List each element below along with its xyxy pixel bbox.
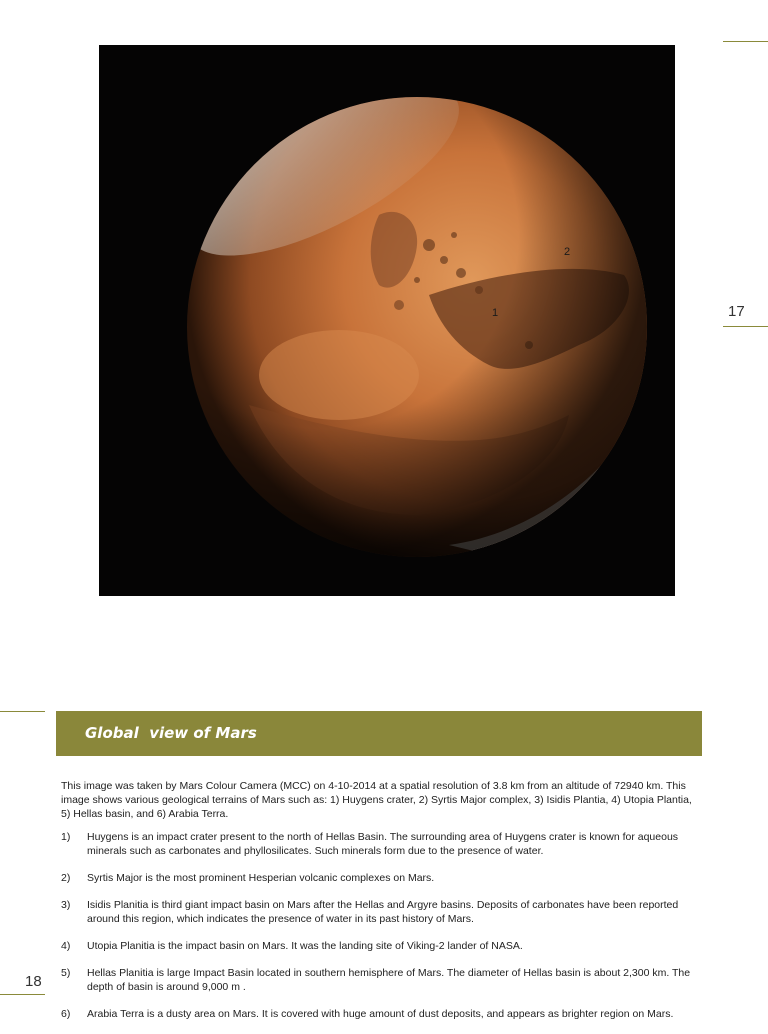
- figure-marker-2: 2: [564, 246, 571, 258]
- list-item: [61, 871, 693, 885]
- intro-paragraph: This image was taken by Mars Colour Camera (MCC) on 4-10-2014 at a spatial resolution of 3.8 km from an altitude of 72940 km. This image shows various geological terrains of Mars such as: 1) Huygens crater, 2) Syrtis Major complex, 3) Isidis Plantia, 4) Utopia Plantia, 5) Hellas basin, and 6) Arabia Terra.: [61, 780, 692, 820]
- list-item-number: 2): [61, 872, 71, 884]
- page-rule-left: [0, 994, 45, 995]
- page-rule-right: [723, 326, 768, 327]
- list-item: [61, 1007, 693, 1021]
- list-item-number: 1): [61, 831, 71, 843]
- section-title: Global view of Mars: [85, 724, 257, 742]
- list-item: [61, 898, 693, 926]
- terrain-list: [61, 830, 693, 1021]
- section-body: [61, 779, 693, 1034]
- list-item-text: Hellas Planitia is large Impact Basin located in southern hemisphere of Mars. The diameter of Hellas basin is about 2,300 km. The depth of basin is around 9,000 m .: [87, 967, 691, 993]
- list-item: [61, 966, 693, 994]
- figure-marker-1: 1: [492, 307, 499, 319]
- page-number-right: 17: [728, 303, 745, 320]
- list-item-text: Huygens is an impact crater present to the north of Hellas Basin. The surrounding area of Huygens crater is known for aqueous minerals such as carbonates and phyllosilicates. Such minerals form due to the presence of water.: [87, 831, 679, 857]
- list-item-number: 5): [61, 967, 71, 979]
- list-item-number: 4): [61, 940, 71, 952]
- list-item: [61, 939, 693, 953]
- mars-globe-graphic: [99, 45, 675, 596]
- list-item-number: 3): [61, 899, 71, 911]
- mars-photo: [99, 45, 675, 596]
- page-rule-top-right: [723, 41, 768, 42]
- list-item: [61, 830, 693, 858]
- list-item-text: Arabia Terra is a dusty area on Mars. It is covered with huge amount of dust deposits, and appears as brighter region on Mars.: [87, 1008, 674, 1020]
- list-item-text: Isidis Planitia is third giant impact basin on Mars after the Hellas and Argyre basins. Deposits of carbonates have been reported around this region, which indicates the presence of water in its past history of Mars.: [87, 899, 679, 925]
- list-item-text: Syrtis Major is the most prominent Hesperian volcanic complexes on Mars.: [87, 872, 435, 884]
- section-title-band: [56, 711, 702, 756]
- list-item-number: 6): [61, 1008, 71, 1020]
- page-number-left: 18: [25, 973, 42, 990]
- page-rule-left-top: [0, 711, 45, 712]
- list-item-text: Utopia Planitia is the impact basin on Mars. It was the landing site of Viking-2 lander of NASA.: [87, 940, 523, 952]
